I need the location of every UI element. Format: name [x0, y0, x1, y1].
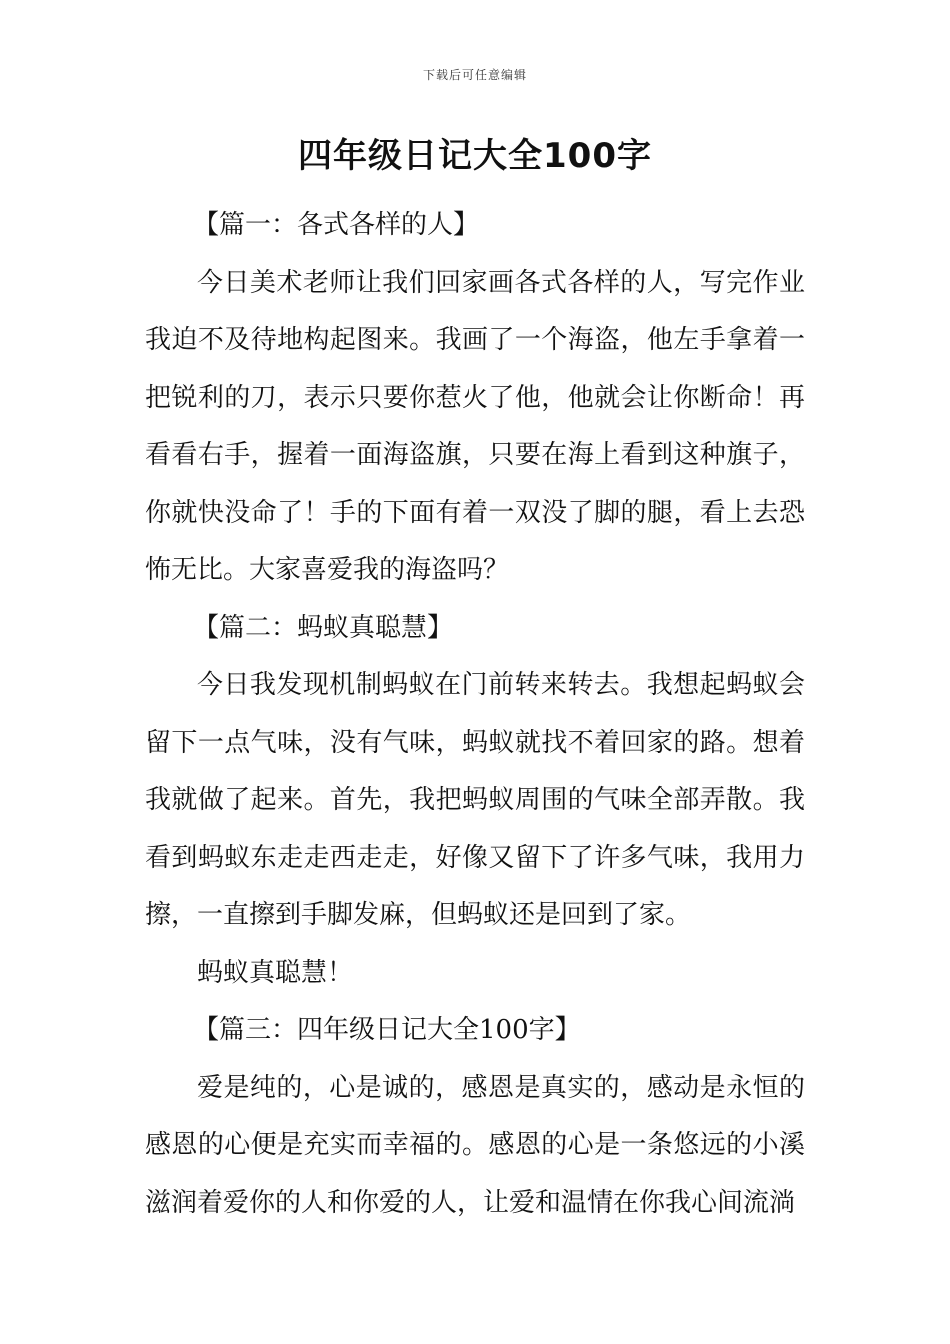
section-heading: 【篇一：各式各样的人】 — [193, 210, 480, 240]
paragraph: 蚂蚁真聪慧！ — [197, 957, 354, 988]
section-heading: 【篇二：蚂蚁真聪慧】 — [193, 612, 454, 643]
document-title: 四年级日记大全100字 — [298, 136, 652, 176]
paragraph: 爱是纯的，心是诚的，感恩是真实的，感动是永恒的感恩的心便是充实而幸福的。感恩的心是一条悠远的小溪滋润着爱你的人和你爱的人，让爱和温情在你我心间流淌 — [145, 1072, 805, 1218]
section-heading: 【篇三：四年级日记大全100字】 — [193, 1015, 581, 1045]
paragraph: 今日美术老师让我们回家画各式各样的人，写完作业我迫不及待地构起图来。我画了一个海盗，他左手拿着一把锐利的刀，表示只要你惹火了他，他就会让你断命！再看看右手，握着一面海盗旗，只要在海上看到这种旗子，你就快没命了！手的下面有着一双没了脚的腿，看上去恐怖无比。大家喜爱我的海盗吗？ — [145, 267, 805, 585]
paragraph: 今日我发现机制蚂蚁在门前转来转去。我想起蚂蚁会留下一点气味，没有气味，蚂蚁就找不着回家的路。想着我就做了起来。首先，我把蚂蚁周围的气味全部弄散。我看到蚂蚁东走走西走走，好像又留下了许多气味，我用力擦，一直擦到手脚发麻，但蚂蚁还是回到了家。 — [145, 670, 805, 930]
document-body — [145, 197, 805, 1232]
header-note: 下载后可任意编辑 — [422, 68, 527, 82]
